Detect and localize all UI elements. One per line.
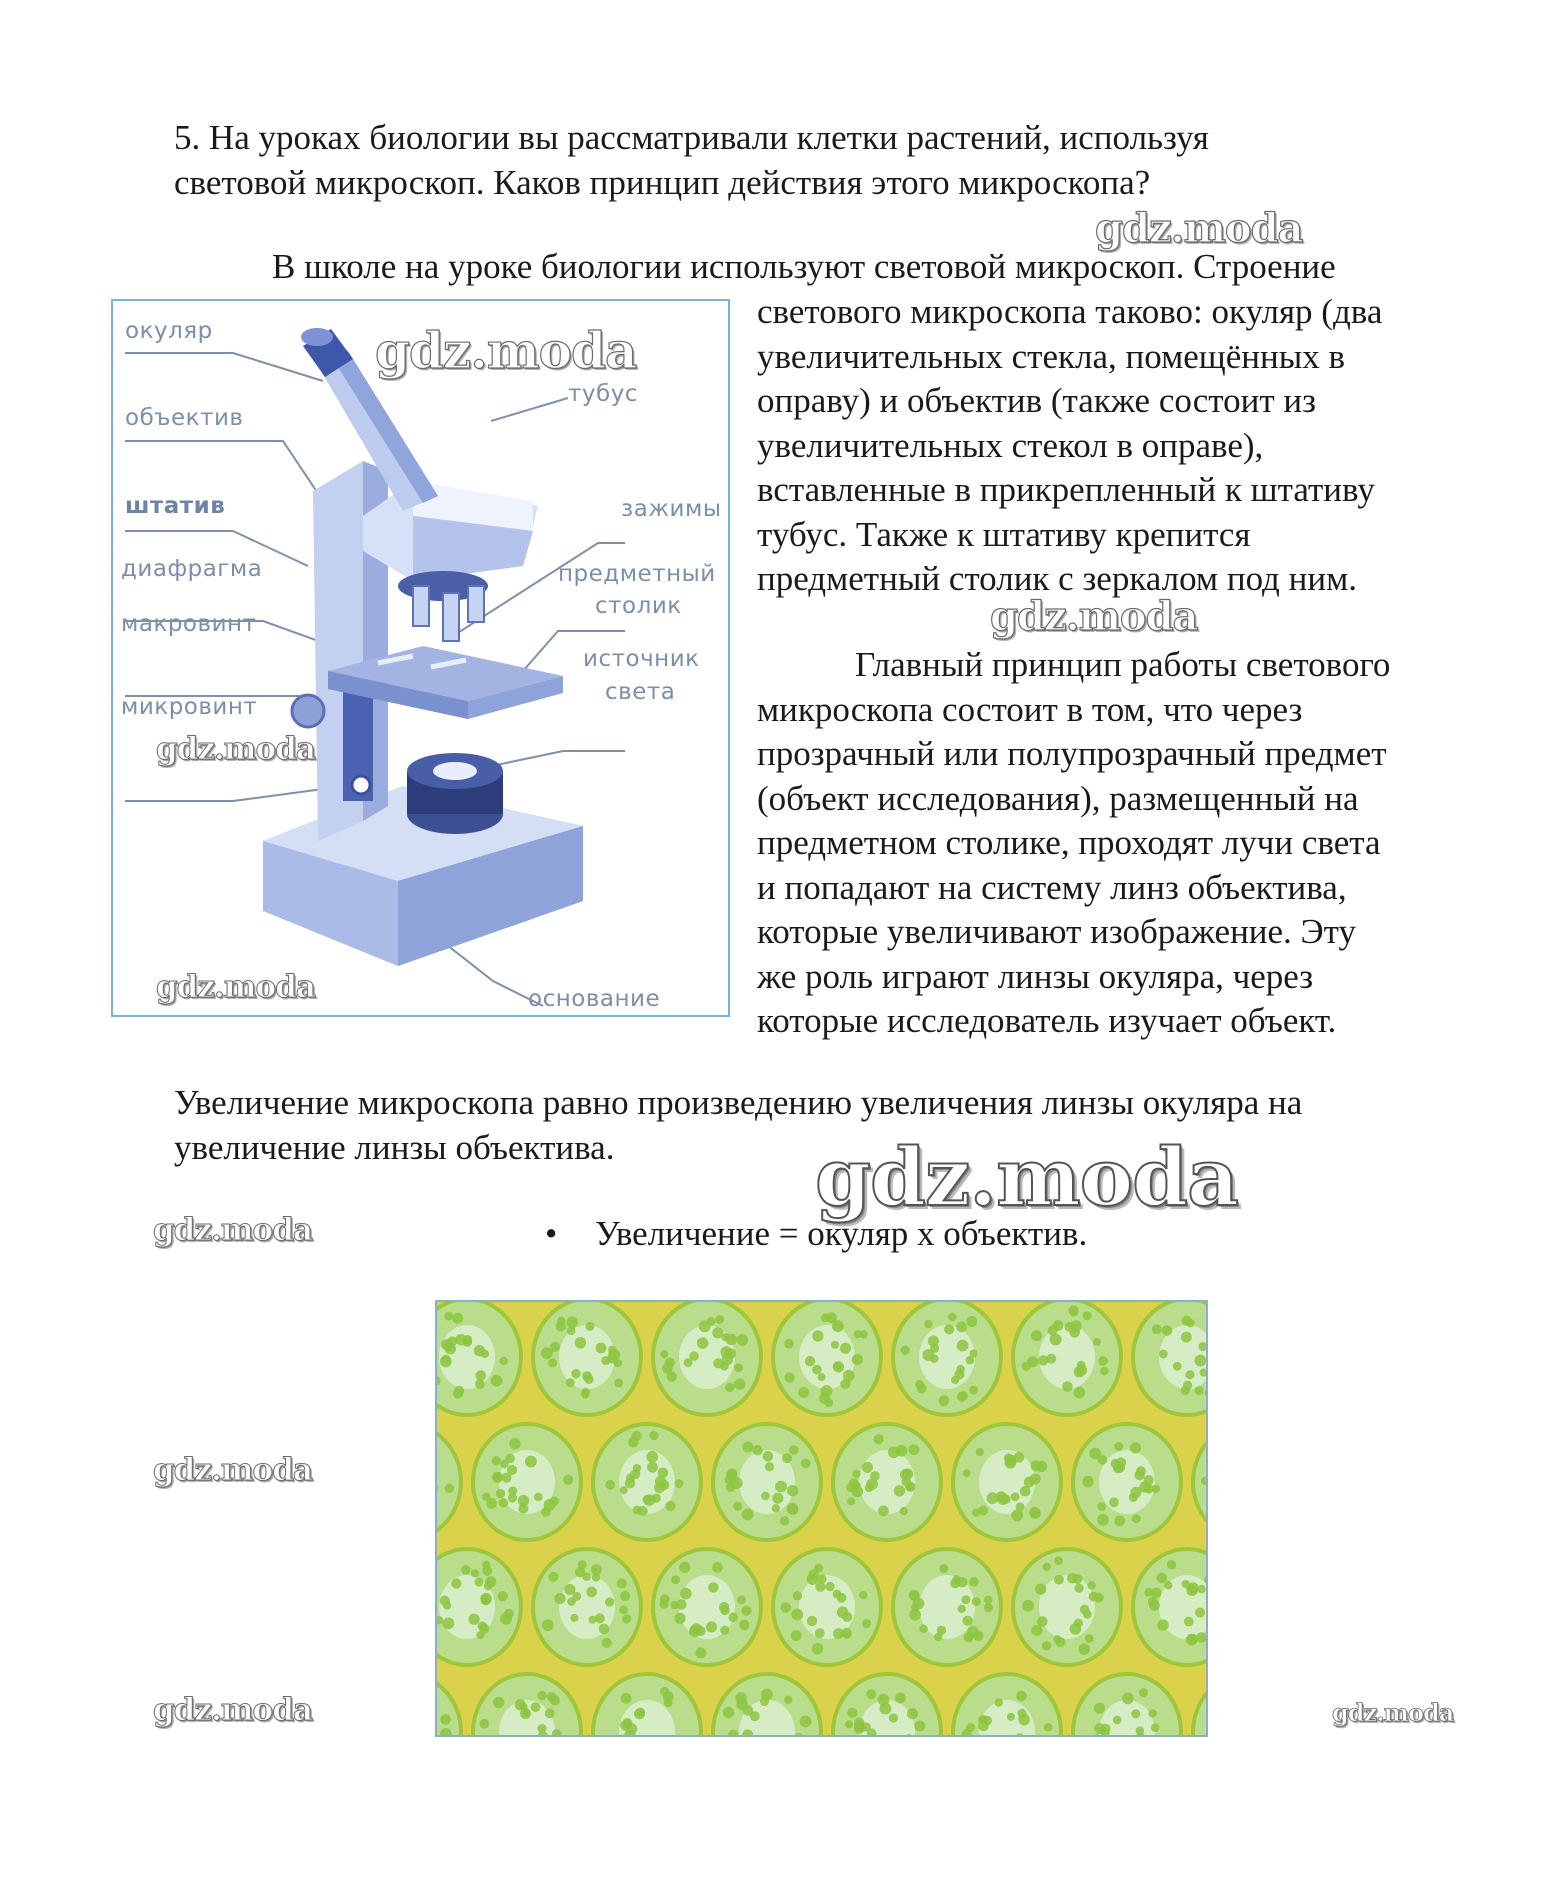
para1-first-line: В школе на уроке биологии используют световой микроскоп. Строение (272, 247, 1336, 286)
label-light-1: источник (583, 646, 700, 672)
para2-line: микроскопа состоит в том, что через (757, 690, 1303, 729)
watermark: gdz.moda (153, 1212, 312, 1248)
watermark: gdz.moda (156, 969, 315, 1005)
para1-line: тубус. Также к штативу крепится (757, 515, 1251, 554)
plant-cells-image (435, 1300, 1208, 1737)
watermark: gdz.moda (990, 593, 1198, 640)
formula-text: Увеличение = окуляр х объектив. (595, 1214, 1088, 1253)
watermark: gdz.moda (375, 321, 637, 380)
para1-line: увеличительных стекла, помещённых в (757, 337, 1345, 376)
label-stand: штатив (125, 493, 226, 519)
label-clamps: зажимы (621, 496, 722, 522)
para1-line: увеличительных стекол в оправе), (757, 426, 1264, 465)
para2-line: и попадают на систему линз объектива, (757, 868, 1347, 907)
watermark: gdz.moda (153, 1452, 312, 1488)
label-eyepiece: окуляр (125, 318, 213, 344)
label-tube: тубус (568, 381, 638, 407)
label-light-2: света (605, 679, 676, 705)
para3-line-2: увеличение линзы объектива. (174, 1128, 615, 1167)
para3-line-1: Увеличение микроскопа равно произведению увеличения линзы окуляра на (174, 1083, 1303, 1122)
para2-line: которые увеличивают изображение. Эту (757, 912, 1356, 951)
para2-line: Главный принцип работы светового (855, 645, 1391, 684)
watermark: gdz.moda (1332, 1698, 1454, 1727)
label-macro-screw: макровинт (121, 611, 257, 637)
para1-line: светового микроскопа таково: окуляр (два (757, 292, 1383, 331)
para2-line: которые исследователь изучает объект. (757, 1001, 1337, 1040)
question-line-2: световой микроскоп. Каков принцип действия этого микроскопа? (174, 163, 1151, 202)
para2-line: (объект исследования), размещенный на (757, 779, 1359, 818)
para2-line: предметном столике, проходят лучи света (757, 823, 1381, 862)
para2-line: прозрачный или полупрозрачный предмет (757, 734, 1387, 773)
label-objective: объектив (125, 405, 244, 431)
para1-line: оправу) и объектив (также состоит из (757, 381, 1316, 420)
label-micro-screw: микровинт (121, 694, 258, 720)
watermark: gdz.moda (156, 731, 315, 767)
watermark: gdz.moda (815, 1130, 1238, 1224)
microscope-diagram (111, 299, 730, 1017)
label-stage-1: предметный (558, 561, 716, 587)
cell-texture (437, 1302, 1206, 1735)
watermark: gdz.moda (153, 1692, 312, 1728)
para2-line: же роль играют линзы окуляра, через (757, 957, 1314, 996)
label-base: основание (528, 986, 661, 1012)
para1-line: предметный столик с зеркалом под ним. (757, 559, 1357, 598)
para1-line: вставленные в прикрепленный к штативу (757, 470, 1375, 509)
label-diaphragm: диафрагма (121, 556, 263, 582)
watermark: gdz.moda (1095, 205, 1303, 252)
bullet-dot: • (545, 1214, 558, 1253)
question-line-1: 5. На уроках биологии вы рассматривали клетки растений, используя (174, 118, 1209, 157)
label-stage-2: столик (595, 593, 682, 619)
